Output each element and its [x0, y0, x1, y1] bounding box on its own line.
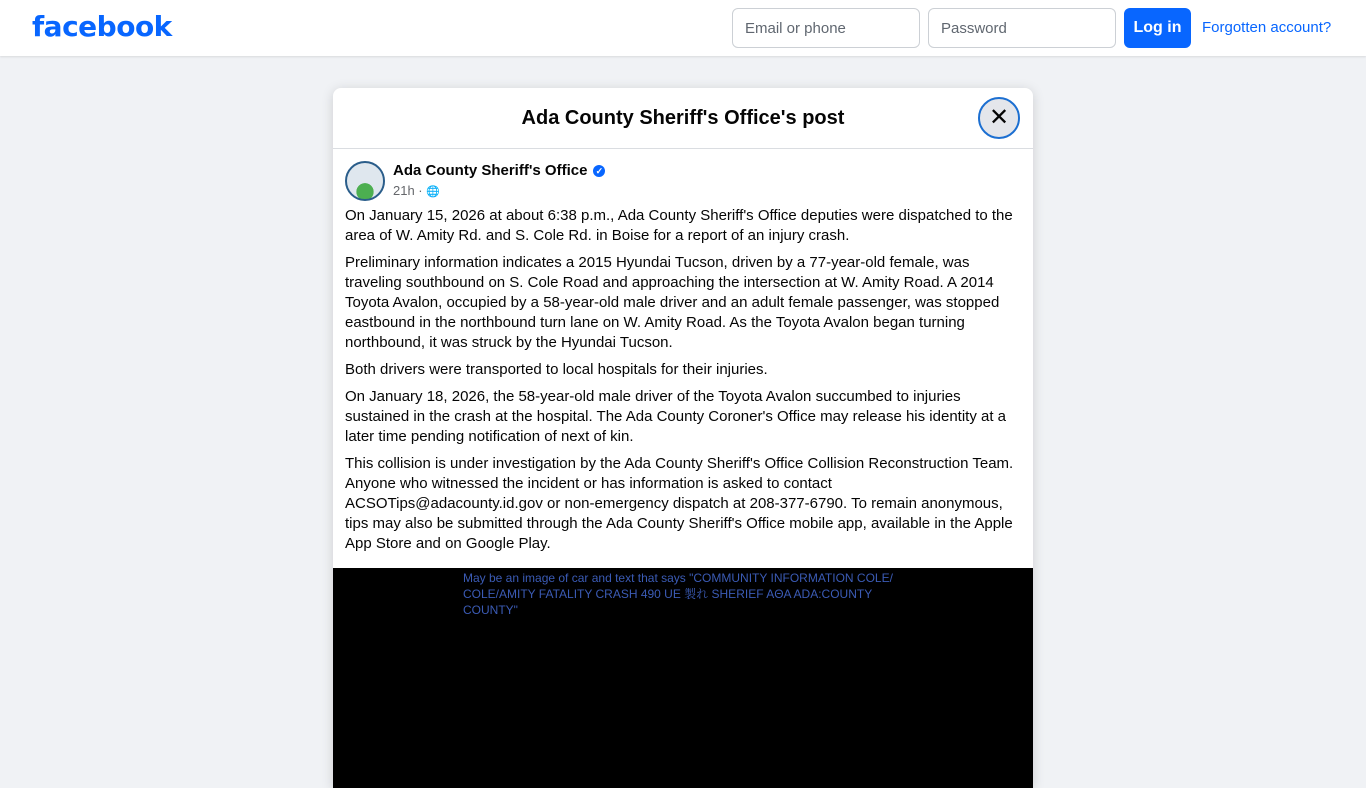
dialog-title: Ada County Sheriff's Office's post [333, 88, 1033, 149]
paragraph: On January 15, 2026 at about 6:38 p.m., Ada County Sheriff's Office deputies were dispatched to the area of W. Amity Rd. and S. Cole Rd. in Boise for a report of an injury crash. [345, 207, 1013, 244]
password-input[interactable] [928, 8, 1116, 48]
email-input[interactable] [732, 8, 920, 48]
close-button[interactable]: ✕ [978, 97, 1020, 139]
post-text [345, 206, 1021, 561]
post-image[interactable] [333, 568, 1033, 788]
paragraph: This collision is under investigation by the Ada County Sheriff's Office Collision Reconstruction Team. Anyone who witnessed the incident or has information is asked to contact ACSOTips@adacounty.id.gov or non-emergency dispatch at 208-377-6790. To remain anonymous, tips may also be submitted through the Ada County Sheriff's Office mobile app, available in the Apple App Store and on Google Play. [345, 455, 1014, 552]
author-name[interactable]: Ada County Sheriff's Office [393, 162, 588, 179]
image-alt-text: May be an image of car and text that says "COMMUNITY INFORMATION COLE/ COLE/AMITY FATALITY CRASH 490 UE 製れ SHERIEF AΘA ADA:COUNTY COUNTY" [463, 571, 893, 617]
paragraph: Both drivers were transported to local hospitals for their injuries. [345, 361, 768, 378]
top-bar [0, 0, 1366, 56]
post-time[interactable]: 21h · [393, 183, 427, 198]
globe-icon: 🌐 [426, 186, 440, 198]
avatar[interactable] [345, 161, 385, 201]
paragraph: Preliminary information indicates a 2015 Hyundai Tucson, driven by a 77-year-old female, was traveling southbound on S. Cole Road and approaching the intersection at W. Amity Road. A 2014 Toyota Avalon, occupied by a 58-year-old male driver and an adult female passenger, was stopped eastbound in the northbound turn lane on W. Amity Road. As the Toyota Avalon began turning northbound, it was struck by the Hyundai Tucson. [345, 254, 1000, 351]
forgotten-account-link[interactable]: Forgotten account? [1202, 19, 1332, 36]
verified-icon: ✓ [593, 165, 605, 177]
post-dialog [333, 88, 1033, 788]
login-button[interactable]: Log in [1124, 8, 1191, 48]
paragraph: On January 18, 2026, the 58-year-old male driver of the Toyota Avalon succumbed to injuries sustained in the crash at the hospital. The Ada County Coroner's Office may release his identity at a later time pending notification of next of kin. [345, 388, 1007, 445]
facebook-logo[interactable]: facebook [32, 10, 172, 43]
